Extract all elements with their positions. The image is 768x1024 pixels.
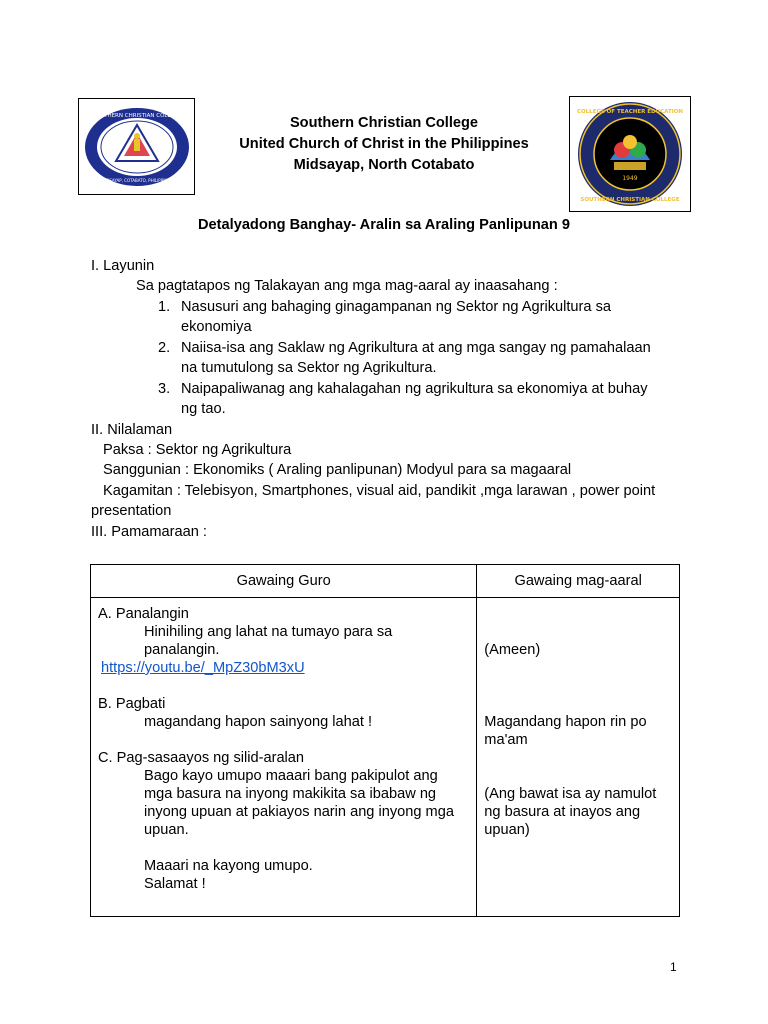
paksa-line: Paksa : Sektor ng Agrikultura [103,442,292,458]
section-pamamaraan-heading: III. Pamamaraan : [91,524,207,540]
document-title: Detalyadong Banghay- Aralin sa Araling Panlipunan 9 [198,217,570,233]
pagbati-heading: B. Pagbati [98,696,166,712]
table-row [91,598,680,917]
pagsasaayos-line: mga basura na inyong makikita sa ibabaw ng [144,786,437,802]
kagamitan-line: Kagamitan : Telebisyon, Smartphones, visual aid, pandikit ,mga larawan , power point [103,483,656,499]
right-logo-frame [569,96,691,212]
objective-text: Nasusuri ang bahaging ginagampanan ng Sektor ng Agrikultura sa [181,299,611,315]
panalangin-line: panalangin. [144,642,220,658]
layunin-intro: Sa pagtatapos ng Talakayan ang mga mag-aaral ay inaasahang : [136,278,558,294]
objective-number: 1. [158,299,171,315]
pagsasaayos-heading: C. Pag-sasaayos ng silid-aralan [98,750,305,766]
pagsasaayos-line: Maaari na kayong umupo. [144,858,313,874]
school-header [200,113,568,176]
prayer-video-link[interactable]: https://youtu.be/_MpZ30bM3xU [101,660,305,676]
lesson-table [90,564,680,917]
objective-text: Naipapaliwanag ang kahalagahan ng agrikultura sa ekonomiya at buhay [181,381,648,397]
pagsasaayos-response: (Ang bawat isa ay namulot [484,786,657,802]
pagbati-line: magandang hapon sainyong lahat ! [144,714,373,730]
col-header-mag-aaral: Gawaing mag-aaral [477,565,680,598]
pagbati-response: Magandang hapon rin po [484,714,647,730]
panalangin-line: Hinihiling ang lahat na tumayo para sa [144,624,393,640]
pagsasaayos-response: ng basura at inayos ang [484,804,641,820]
sanggunian-line: Sanggunian : Ekonomiks ( Araling panlipunan) Modyul para sa magaaral [103,462,572,478]
guro-cell [91,598,477,917]
college-of-teacher-education-seal-icon [574,100,686,208]
objective-text-cont: ng tao. [181,401,226,417]
mag-aaral-cell [477,598,680,917]
col-header-guro: Gawaing Guro [91,565,477,598]
pagsasaayos-line: inyong upuan at pakiayos narin ang inyong mga [144,804,454,820]
objective-number: 2. [158,340,171,356]
seal-bottom-text: SOUTHERN CHRISTIAN COLLEGE [580,197,680,203]
seal-ring-text: SOUTHERN CHRISTIAN COLLEGE [91,112,182,119]
seal-year: 1949 [622,175,638,182]
section-layunin-heading: I. Layunin [91,258,155,274]
church-name: United Church of Christ in the Philippines [239,136,529,152]
objective-text: Naiisa-isa ang Saklaw ng Agrikultura at ang mga sangay ng pamahalaan [181,340,651,356]
seal-bottom-text: MIDSAYAP, COTABATO, PHILIPPINES [101,177,172,183]
pagbati-response: ma'am [484,732,528,748]
left-logo-frame [78,98,195,195]
kagamitan-line-cont: presentation [91,503,172,519]
section-nilalaman-heading: II. Nilalaman [91,422,173,438]
objective-number: 3. [158,381,171,397]
panalangin-response: (Ameen) [484,642,541,658]
pagsasaayos-line: Bago kayo umupo maaari bang pakipulot ang [144,768,438,784]
panalangin-heading: A. Panalangin [98,606,189,622]
southern-christian-college-seal-icon [82,106,192,188]
pagsasaayos-response: upuan) [484,822,530,838]
page-number: 1 [670,960,677,974]
school-name: Southern Christian College [289,115,479,131]
seal-top-text: COLLEGE OF TEACHER EDUCATION [576,109,684,115]
objective-text-cont: ekonomiya [181,319,252,335]
pagsasaayos-line: Salamat ! [144,876,206,892]
school-address: Midsayap, North Cotabato [293,157,475,173]
pagsasaayos-line: upuan. [144,822,189,838]
table-header-row [91,565,680,598]
objective-text-cont: na tumutulong sa Sektor ng Agrikultura. [181,360,437,376]
